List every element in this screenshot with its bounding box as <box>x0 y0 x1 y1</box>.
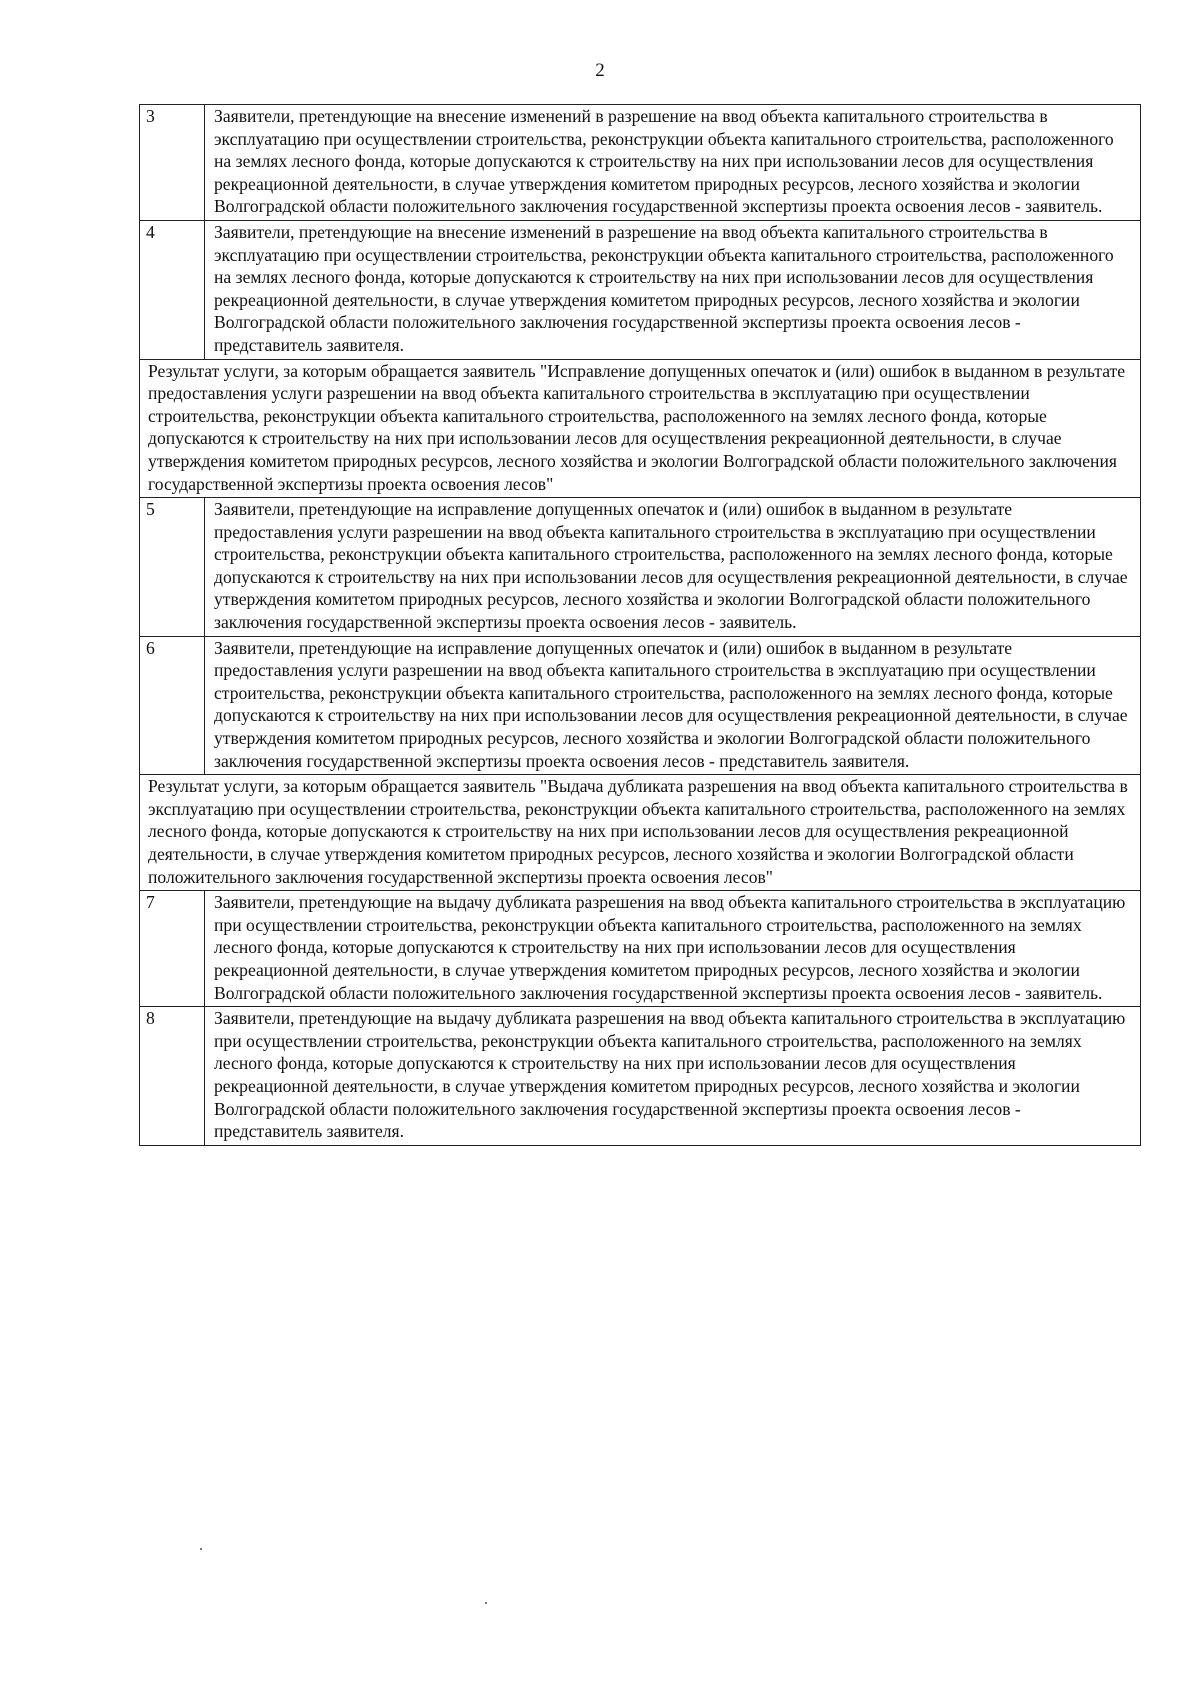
row-number: 6 <box>140 636 205 775</box>
row-text: Заявители, претендующие на исправление допущенных опечаток и (или) ошибок в выданном в результате предоставления услуги разрешении на ввод объекта капитального строительства в эксплуатацию при осуществлении строительства, реконструкции объекта капитального строительства, расположенного на землях лесного фонда, которые допускаются к строительству на них при использовании лесов для осуществления рекреационной деятельности, в случае утверждения комитетом природных ресурсов, лесного хозяйства и экологии Волгоградской области положительного заключения государственной экспертизы проекта освоения лесов - представитель заявителя. <box>205 636 1141 775</box>
table-row <box>140 1007 1141 1146</box>
table-row <box>140 636 1141 775</box>
table-row <box>140 220 1141 359</box>
row-text: Заявители, претендующие на внесение изменений в разрешение на ввод объекта капитального строительства в эксплуатацию при осуществлении строительства, реконструкции объекта капитального строительства, расположенного на землях лесного фонда, которые допускаются к строительству на них при использовании лесов для осуществления рекреационной деятельности, в случае утверждения комитетом природных ресурсов, лесного хозяйства и экологии Волгоградской области положительного заключения государственной экспертизы проекта освоения лесов - заявитель. <box>205 105 1141 221</box>
table-row <box>140 891 1141 1007</box>
row-text: Заявители, претендующие на выдачу дубликата разрешения на ввод объекта капитального строительства в эксплуатацию при осуществлении строительства, реконструкции объекта капитального строительства, расположенного на землях лесного фонда, которые допускаются к строительству на них при использовании лесов для осуществления рекреационной деятельности, в случае утверждения комитетом природных ресурсов, лесного хозяйства и экологии Волгоградской области положительного заключения государственной экспертизы проекта освоения лесов - представитель заявителя. <box>205 1007 1141 1146</box>
row-text: Заявители, претендующие на внесение изменений в разрешение на ввод объекта капитального строительства в эксплуатацию при осуществлении строительства, реконструкции объекта капитального строительства, расположенного на землях лесного фонда, которые допускаются к строительству на них при использовании лесов для осуществления рекреационной деятельности, в случае утверждения комитетом природных ресурсов, лесного хозяйства и экологии Волгоградской области положительного заключения государственной экспертизы проекта освоения лесов - представитель заявителя. <box>205 220 1141 359</box>
row-number: 3 <box>140 105 205 221</box>
row-number: 8 <box>140 1007 205 1146</box>
row-text: Заявители, претендующие на исправление допущенных опечаток и (или) ошибок в выданном в результате предоставления услуги разрешении на ввод объекта капитального строительства в эксплуатацию при осуществлении строительства, реконструкции объекта капитального строительства, расположенного на землях лесного фонда, которые допускаются к строительству на них при использовании лесов для осуществления рекреационной деятельности, в случае утверждения комитетом природных ресурсов, лесного хозяйства и экологии Волгоградской области положительного заключения государственной экспертизы проекта освоения лесов - заявитель. <box>205 498 1141 637</box>
row-number: 5 <box>140 498 205 637</box>
result-row <box>140 775 1141 891</box>
table-row <box>140 498 1141 637</box>
page-number: 2 <box>595 60 605 81</box>
service-result-text: Результат услуги, за которым обращается заявитель "Исправление допущенных опечаток и (или) ошибок в выданном в результате предоставления услуги разрешении на ввод объекта капитального строительства в эксплуатацию при осуществлении строительства, реконструкции объекта капитального строительства, расположенного на землях лесного фонда, которые допускаются к строительству на них при использовании лесов для осуществления рекреационной деятельности, в случае утверждения комитетом природных ресурсов, лесного хозяйства и экологии Волгоградской области положительного заключения государственной экспертизы проекта освоения лесов" <box>140 359 1141 498</box>
row-number: 4 <box>140 220 205 359</box>
table-row <box>140 105 1141 221</box>
service-result-text: Результат услуги, за которым обращается заявитель "Выдача дубликата разрешения на ввод объекта капитального строительства в эксплуатацию при осуществлении строительства, реконструкции объекта капитального строительства, расположенного на землях лесного фонда, которые допускаются к строительству на них при использовании лесов для осуществления рекреационной деятельности, в случае утверждения комитетом природных ресурсов, лесного хозяйства и экологии Волгоградской области положительного заключения государственной экспертизы проекта освоения лесов" <box>140 775 1141 891</box>
scan-speck <box>200 1548 202 1550</box>
scan-speck <box>485 1602 487 1604</box>
result-row <box>140 359 1141 498</box>
applicants-table <box>139 104 1141 1146</box>
row-number: 7 <box>140 891 205 1007</box>
row-text: Заявители, претендующие на выдачу дубликата разрешения на ввод объекта капитального строительства в эксплуатацию при осуществлении строительства, реконструкции объекта капитального строительства, расположенного на землях лесного фонда, которые допускаются к строительству на них при использовании лесов для осуществления рекреационной деятельности, в случае утверждения комитетом природных ресурсов, лесного хозяйства и экологии Волгоградской области положительного заключения государственной экспертизы проекта освоения лесов - заявитель. <box>205 891 1141 1007</box>
